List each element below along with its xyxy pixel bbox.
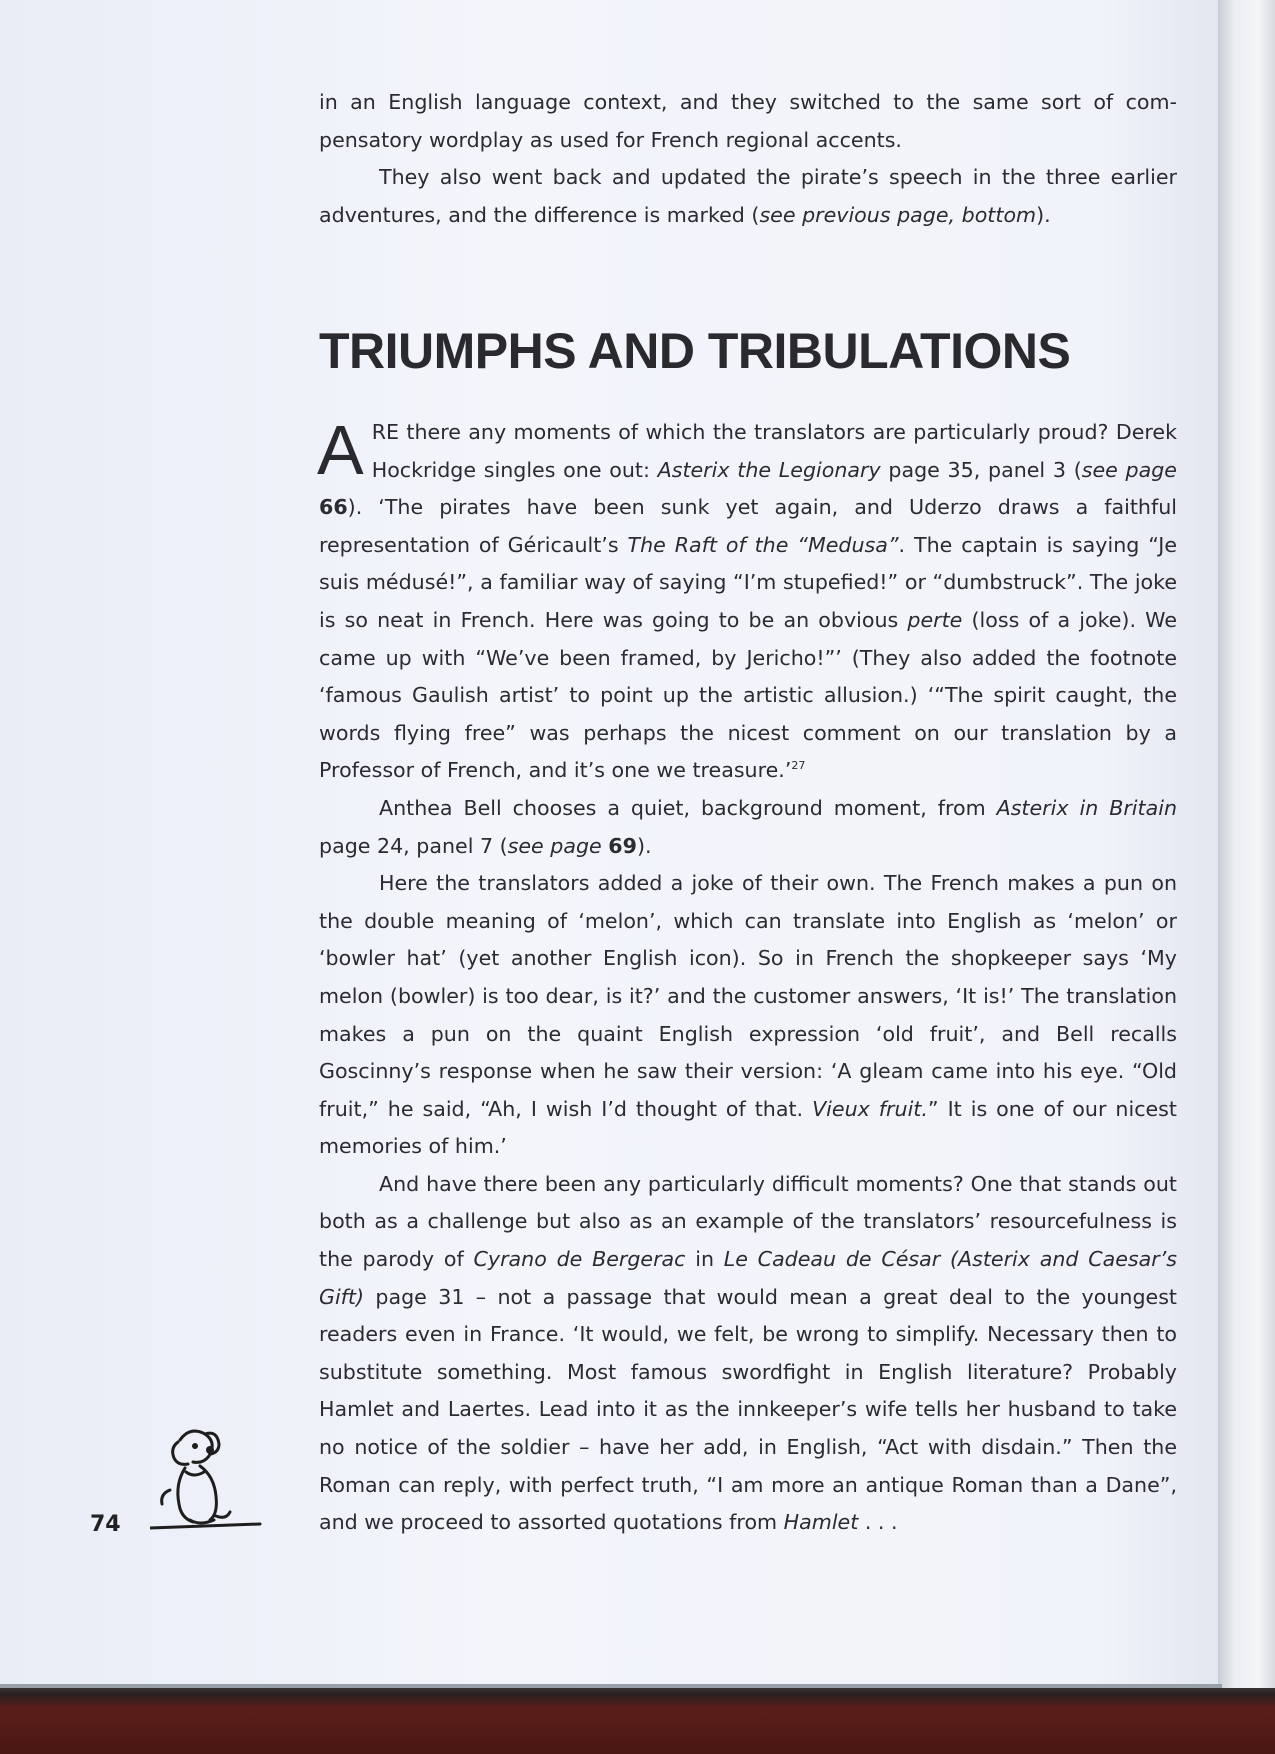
paragraph (319, 865, 1177, 1166)
page-gutter (1218, 0, 1275, 1690)
italic-text: Hamlet (783, 1510, 859, 1535)
footnote-ref: 27 (791, 759, 806, 773)
paragraph (319, 790, 1177, 865)
text-run: They also went back and updated the pirate’s speech in the three earlier adventures, and the difference is marked ( (319, 165, 1177, 227)
text-run: in an English language context, and they switched to the same sort of compensatory wordplay as used for French regional accents. (319, 90, 1177, 152)
text-run: . The captain is saying “Je suis médusé!”, a familiar way of saying “I’m stupefied!” or “dumbstruck”. The joke is so neat in French. Here was going to be an obvious (319, 532, 1177, 632)
paragraph (319, 84, 1177, 159)
text-run: Anthea Bell chooses a quiet, background moment, from (379, 795, 997, 820)
text-run: page 24, panel 7 ( (319, 833, 508, 858)
text-run: ). (1036, 202, 1051, 227)
bold-page-ref: 66 (319, 495, 348, 520)
book-cover-edge (0, 1688, 1275, 1754)
drop-cap: A (317, 411, 364, 489)
text-run: ). ‘The pirates have been sunk yet again, and Uderzo draws a faithful representation of Géricault’s (319, 495, 1177, 557)
italic-text: Asterix the Legionary (657, 457, 881, 482)
text-run: in (685, 1247, 724, 1272)
bold-page-ref: 69 (608, 833, 637, 858)
text-run: Here the translators added a joke of their own. The French makes a pun on the double meaning of ‘melon’, which can translate into English as ‘melon’ or ‘bowler hat’ (yet another English icon). So in French the shopkeeper says ‘My melon (bowler) is too dear, is it?’ and the customer answers, ‘It is!’ The translation makes a pun on the quaint English expression ‘old fruit’, and Bell recalls Goscinny’s response when he saw their version: ‘A gleam came into his eye. “Old fruit,” he said, “Ah, I wish I’d thought of that. (319, 871, 1177, 1121)
text-run: And have there been any particularly difficult moments? One that stands out both as a challenge but also as an example of the translators’ resourcefulness is the parody of (319, 1171, 1177, 1272)
italic-text: perte (907, 607, 963, 632)
dogmatix-illustration-icon (150, 1420, 265, 1540)
italic-text: see page (1081, 457, 1177, 482)
text-run: page 31 – not a passage that would mean a great deal to the youngest readers even in France. ‘It would, we felt, be wrong to simplify. Necessary then to substitute something. Most famous swordfight in English literature? Probably Hamlet and Laertes. Lead into it as the innkeeper’s wife tells her husband to take no notice of the soldier – have her add, in English, “Act with disdain.” Then the Roman can reply, with perfect truth, “I am more an antique Roman than a Dane”, and we proceed to assorted quotations from (319, 1284, 1177, 1535)
text-run: (loss of a joke). We came up with “We’ve been framed, by Jericho!”’ (They also added the footnote ‘famous Gaulish artist’ to point up the artistic allusion.) ‘“The spirit caught, the words flying free” was perhaps the nicest comment on our translation by a Professor of French, and it’s one we treasure.’ (319, 607, 1177, 783)
paragraph (319, 159, 1177, 234)
text-run: ). (636, 833, 652, 858)
italic-text: Cyrano de Bergerac (473, 1247, 686, 1272)
italic-text: Vieux fruit. (812, 1096, 928, 1121)
text-run: page 35, panel 3 ( (880, 457, 1082, 482)
section-heading: TRIUMPHS AND TRIBULATIONS (319, 323, 1071, 379)
intro-text (319, 84, 1177, 234)
italic-text: see previous page, bottom (759, 202, 1037, 227)
text-run: ” It is one of our nicest memories of him.’ (319, 1096, 1177, 1159)
italic-text: see page (507, 833, 602, 858)
paragraph (319, 1166, 1177, 1542)
paragraph (317, 411, 1177, 790)
italic-text: The Raft of the “Medusa” (627, 532, 899, 557)
body-text (317, 411, 1177, 1542)
text-run: . . . (858, 1510, 898, 1535)
page-number: 74 (90, 1512, 121, 1537)
italic-text: Asterix in Britain (996, 795, 1177, 820)
text-run: RE there any moments of which the translators are particularly proud? Derek Hockridge singles one out: (371, 420, 1177, 482)
italic-text: Le Cadeau de César (Asterix and Caesar’s Gift) (319, 1247, 1177, 1309)
